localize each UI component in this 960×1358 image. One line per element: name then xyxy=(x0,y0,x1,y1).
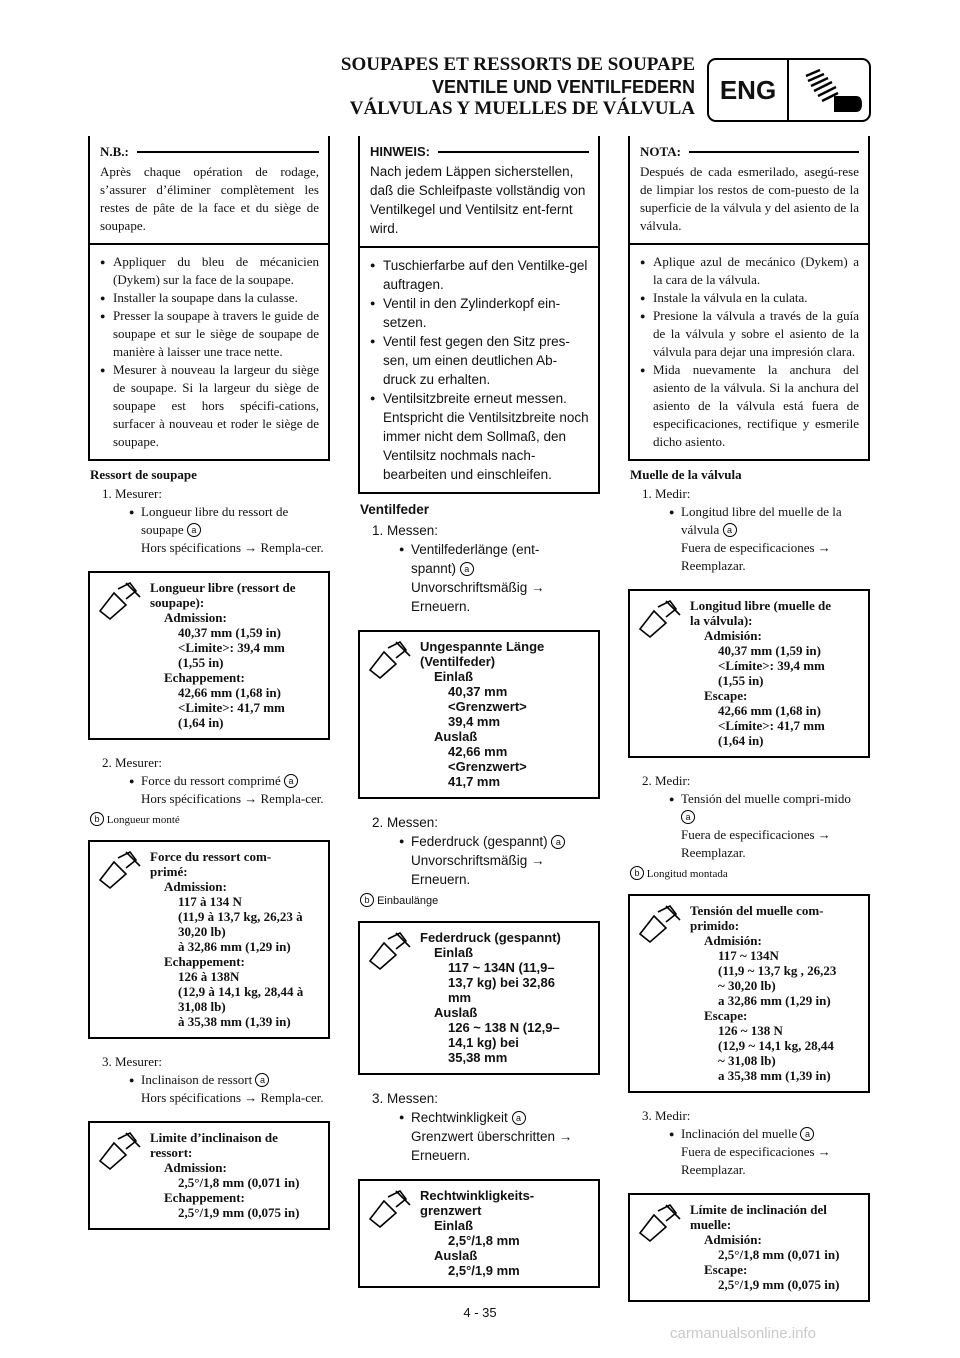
step-1-item: ● Ventilfederlänge (ent- xyxy=(399,540,598,559)
note-list xyxy=(100,253,319,451)
note-box xyxy=(358,136,600,494)
list-item: ● Aplique azul de mecánico (Dykem) a la cara de la válvula. xyxy=(640,253,859,289)
callout-a: a xyxy=(551,835,565,849)
footnote-b: b Longueur monté xyxy=(90,812,328,826)
section-header xyxy=(300,54,695,120)
note-title: NOTA: xyxy=(640,144,681,159)
header-title-de: VENTILE UND VENTILFEDERN xyxy=(431,77,695,97)
step-2: 2. Mesurer: xyxy=(102,755,162,770)
callout-a: a xyxy=(284,774,298,788)
step-1-action: Fuera de especificaciones → Reemplazar. xyxy=(681,540,831,573)
column-spanish xyxy=(628,136,868,1316)
step-2-action: Hors spécifications → Rempla-cer. xyxy=(141,791,324,806)
step-2: 2. Messen: xyxy=(372,815,439,830)
step-1: 1. Medir: xyxy=(642,486,691,501)
spec-box: Límite de inclinación del muelle: Admisión: 2,5°/1,8 mm (0,071 in) Escape: 2,5°/1,9 mm (0,075 in) xyxy=(628,1193,870,1302)
step-2-item: ● Tensión del muelle compri-mido a xyxy=(669,790,868,826)
step-1: 1. Messen: xyxy=(372,523,439,538)
column-french xyxy=(88,136,328,1244)
list-item: ● Ventil fest gegen den Sitz pres-sen, um einen deutlichen Ab-druck zu erhalten. xyxy=(370,332,589,389)
step-3: 3. Mesurer: xyxy=(102,1054,162,1069)
list-item: ● Instale la válvula en la culata. xyxy=(640,289,859,307)
list-item: ● Presser la soupape à travers le guide de soupape et sur le siège de soupape de manière à laisser une trace nette. xyxy=(100,307,319,361)
callout-a: a xyxy=(255,1073,269,1087)
header-title-fr: SOUPAPES ET RESSORTS DE SOUPAPE xyxy=(340,54,695,75)
spec-box: Ungespannte Länge (Ventilfeder) Einlaß 40,37 mm <Grenzwert> 39,4 mm Auslaß 42,66 mm <Grenzwert> 41,7 mm xyxy=(358,630,600,799)
step-2-item: ● Force du ressort comprimé a xyxy=(129,772,328,790)
spec-box: Rechtwinkligkeits- grenzwert Einlaß 2,5°/1,8 mm Auslaß 2,5°/1,9 mm xyxy=(358,1179,600,1288)
list-item: ● Installer la soupape dans la culasse. xyxy=(100,289,319,307)
step-1-item: ● Longueur libre du ressort de soupape a xyxy=(129,503,328,539)
spec-box: Tensión del muelle com- primido: Admisión: 117 ~ 134N (11,9 ~ 13,7 kg , 26,23 ~ 30,20 lb) a 32,86 mm (1,29 in) Escape: 126 ~ 138 N (12,9 ~ 14,1 kg, 28,44 ~ 31,08 lb) a 35,38 mm (1,39 in) xyxy=(628,894,870,1093)
list-item: ● Mida nuevamente la anchura del asiento de la válvula. Si la anchura del asiento de la válvula está fuera de especificaciones, rectifique y esmerile dicho asiento. xyxy=(640,361,859,451)
wrench-icon xyxy=(90,842,148,1037)
step-1-action: Hors spécifications → Rempla-cer. xyxy=(141,540,324,555)
list-item: ● Ventilsitzbreite erneut messen. Entspricht die Ventilsitzbreite noch immer nicht dem Sollmaß, den Ventilsitz nochmals nach-bearbeiten und einschleifen. xyxy=(370,389,589,484)
footnote-b: b Einbaulänge xyxy=(360,893,598,907)
header-title-es: VÁLVULAS Y MUELLES DE VÁLVULA xyxy=(349,98,695,119)
column-german: HINWEIS: Nach jedem Läppen sicherstellen, daß die Schleifpaste vollständig von Ventilkegel und Ventilsitz ent-fernt wird. ● Tuschierfarbe auf den Ventilke-gel auftragen. ● Ventil in den Zylinderkopf ein-setzen. ● Ventil fest gegen den Sitz pres-sen, um einen deutlichen Ab-druck zu erhalten. ● Ventilsitzbreite erneut messen. Entspricht die Ventilsitzbreite noch immer nicht dem Sollmaß, den Ventilsitz nochmals nach-bearbeiten und einschleifen. Ventilfeder 1. Messen: ● Ventilfederlänge (ent- spannt) a Unvorschriftsmäßig → Erneuern. Ungespannte Länge (Ventilfeder) Einlaß 40,37 mm <Grenzwert> 39,4 mm Auslaß 42,66 mm <Grenzwert> 41,7 mm 2. Messen: ● Federdruck (gespannt) a Unvorschriftsmäßig → Erneuern. b Einbaulänge Federdruck (gespannt) Einlaß 117 ~ 134N (11,9– 13,7 kg) bei 32,86 mm Auslaß 126 ~ 138 N (12,9– 14,1 kg) bei 35,38 mm 3. Messen: ● Rechtwinkligkeit a Grenzwert überschritten → Erneuern. Rechtwinkligkeits- grenzwert Einlaß 2,5°/1,8 mm Auslaß 2,5°/1,9 mm xyxy=(358,136,598,1302)
note-list xyxy=(370,256,589,484)
list-item: ● Tuschierfarbe auf den Ventilke-gel auftragen. xyxy=(370,256,589,294)
spec-box: Force du ressort com- primé: Admission: 117 à 134 N (11,9 à 13,7 kg, 26,23 à 30,20 lb) à 32,86 mm (1,29 in) Echappement: 126 à 138N (12,9 à 14,1 kg, 28,44 à 31,08 lb) à 35,38 mm (1,39 in) xyxy=(88,840,330,1039)
spec-box: Longueur libre (ressort de soupape): Admission: 40,37 mm (1,59 in) <Limite>: 39,4 mm (1,55 in) Echappement: 42,66 mm (1,68 in) <Limite>: 41,7 mm (1,64 in) xyxy=(88,571,330,740)
eng-label: ENG xyxy=(709,60,789,120)
step-2: 2. Medir: xyxy=(642,773,691,788)
list-item: ● Presione la válvula a través de la guía de la válvula y sobre el asiento de la válvula para dejar una impresión clara. xyxy=(640,307,859,361)
section-title: Muelle de la válvula xyxy=(630,467,742,482)
watermark: carmanualsonline.info xyxy=(670,1325,816,1342)
wrench-icon xyxy=(630,591,688,756)
wrench-icon xyxy=(360,632,418,797)
callout-a: a xyxy=(681,810,695,824)
wrench-icon xyxy=(90,573,148,738)
page-number: 4 - 35 xyxy=(463,1305,497,1320)
callout-a: a xyxy=(512,1111,526,1125)
section-title: Ventilfeder xyxy=(360,502,430,517)
step-3-action: Grenzwert überschritten → xyxy=(411,1129,573,1144)
section-title: Ressort de soupape xyxy=(90,467,197,482)
step-2-action: Unvorschriftsmäßig → xyxy=(411,853,545,868)
wrench-icon xyxy=(360,923,418,1073)
note-list xyxy=(640,253,859,451)
callout-a: a xyxy=(723,523,737,537)
wrench-icon xyxy=(630,1195,688,1300)
valve-spring-icon xyxy=(789,60,869,120)
callout-a: a xyxy=(800,1127,814,1141)
step-2-action: Fuera de especificaciones → Reemplazar. xyxy=(681,827,831,860)
step-3-action: Hors spécifications → Rempla-cer. xyxy=(141,1090,324,1105)
callout-a: a xyxy=(187,523,201,537)
note-box xyxy=(88,136,330,461)
list-item: ● Appliquer du bleu de mécanicien (Dykem) sur la face de la soupape. xyxy=(100,253,319,289)
note-title: N.B.: xyxy=(100,144,129,159)
spec-box: Limite d’inclinaison de ressort: Admission: 2,5°/1,8 mm (0,071 in) Echappement: 2,5°/1,9 mm (0,075 in) xyxy=(88,1121,330,1230)
list-item: ● Mesurer à nouveau la largeur du siège de soupape. Si la largeur du siège de soupape est hors spécifi-cations, surfacer à nouveau et roder le siège de soupape. xyxy=(100,361,319,451)
wrench-icon xyxy=(90,1123,148,1228)
step-3-item: ● Inclinaison de ressort a xyxy=(129,1071,328,1089)
wrench-icon xyxy=(360,1181,418,1286)
spec-box: Federdruck (gespannt) Einlaß 117 ~ 134N (11,9– 13,7 kg) bei 32,86 mm Auslaß 126 ~ 138 N (12,9– 14,1 kg) bei 35,38 mm xyxy=(358,921,600,1075)
step-3-action: Fuera de especificaciones → Reemplazar. xyxy=(681,1144,831,1177)
step-3: 3. Messen: xyxy=(372,1091,439,1106)
step-1-item: ● Longitud libre del muelle de la válvula a xyxy=(669,503,868,539)
step-3-item: ● Inclinación del muelle a xyxy=(669,1125,868,1143)
step-1-action: Unvorschriftsmäßig → xyxy=(411,580,545,595)
note-text: Después de cada esmerilado, asegú-rese de limpiar los restos de com-puesto de la superficie de la válvula y del asiento de la válvula. xyxy=(640,164,859,233)
note-text: Après chaque opération de rodage, s’assurer d’éliminer complètement les restes de pâte de la face et du siège de soupape. xyxy=(100,164,319,233)
note-box xyxy=(628,136,870,461)
step-1: 1. Mesurer: xyxy=(102,486,162,501)
spec-box: Longitud libre (muelle de la válvula): Admisión: 40,37 mm (1,59 in) <Límite>: 39,4 mm (1,55 in) Escape: 42,66 mm (1,68 in) <Límite>: 41,7 mm (1,64 in) xyxy=(628,589,870,758)
note-text: Nach jedem Läppen sicherstellen, daß die Schleifpaste vollständig von Ventilkegel und Ventilsitz ent-fernt wird. xyxy=(370,164,586,236)
footnote-b: b Longitud montada xyxy=(630,866,868,880)
list-item: ● Ventil in den Zylinderkopf ein-setzen. xyxy=(370,294,589,332)
step-3-item: ● Rechtwinkligkeit a xyxy=(399,1108,598,1127)
wrench-icon xyxy=(630,896,688,1091)
step-2-item: ● Federdruck (gespannt) a xyxy=(399,832,598,851)
callout-a: a xyxy=(460,562,474,576)
note-title: HINWEIS: xyxy=(370,144,430,159)
step-3: 3. Medir: xyxy=(642,1108,691,1123)
eng-badge xyxy=(707,58,871,122)
